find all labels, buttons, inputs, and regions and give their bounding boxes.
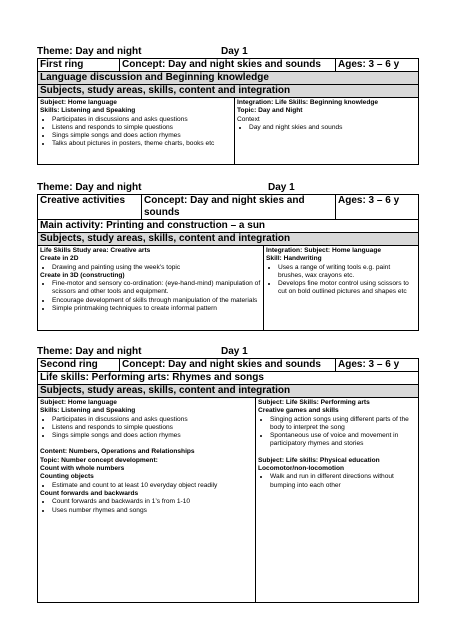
header-row — [38, 359, 419, 372]
content-table — [37, 245, 419, 331]
header-row — [38, 195, 419, 220]
day-label: Day 1 — [221, 346, 248, 357]
context-list — [237, 124, 416, 132]
life-skills-row: Life skills: Performing arts: Rhymes and songs — [38, 372, 419, 385]
subjects-row: Subjects, study areas, skills, content and integration — [38, 385, 419, 398]
subject-heading: Subject: Home language — [40, 399, 117, 406]
skills-heading: Skills: Listening and Speaking — [40, 107, 136, 115]
ring-label: Creative activities — [38, 195, 142, 220]
count-heading: Count with whole numbers — [40, 465, 125, 473]
locomotor-list — [258, 473, 416, 490]
list-item: • Day and night skies and sounds — [249, 124, 416, 132]
create-2d-heading: Create in 2D — [40, 255, 79, 263]
integration-heading: Integration: Subject: Home language — [266, 247, 382, 254]
left-content-cell — [38, 98, 235, 165]
left-content-cell — [38, 398, 256, 603]
list-item: • Listens and responds to simple questions — [52, 124, 232, 132]
skills-list — [40, 416, 253, 441]
theme-title: Theme: Day and night — [37, 46, 142, 57]
theme-title: Theme: Day and night — [37, 182, 142, 193]
plan-table — [37, 194, 419, 246]
content-heading: Content: Numbers, Operations and Relationships — [40, 448, 195, 456]
list-item: • Simple printmaking techniques to create informal pattern — [52, 305, 261, 313]
ring-label: Second ring — [38, 359, 120, 372]
skills-list — [40, 116, 232, 149]
study-area-heading: Life Skills Study area: Creative arts — [40, 247, 151, 254]
count-forwards-heading: Count forwards and backwards — [40, 489, 139, 497]
concept-label: Concept: Day and night skies and sounds — [142, 195, 336, 220]
ages-label: Ages: 3 – 6 y — [336, 195, 419, 220]
right-content-cell — [264, 246, 419, 331]
performing-arts-heading: Subject: Life Skills: Performing arts — [258, 399, 370, 406]
ring-label: First ring — [38, 59, 120, 72]
ages-label: Ages: 3 – 6 y — [336, 359, 419, 372]
context-label: Context — [237, 115, 260, 123]
counting-objects-heading: Counting objects — [40, 473, 94, 481]
create-3d-heading: Create in 3D (constructing) — [40, 271, 125, 279]
skill-heading: Skill: Handwriting — [266, 255, 322, 263]
list-item: • Encourage development of skills through manipulation of the materials — [52, 297, 261, 305]
list-item: • Talks about pictures in posters, theme charts, books etc — [52, 140, 232, 148]
skills-heading: Skills: Listening and Speaking — [40, 407, 136, 415]
list-item: • Fine-motor and sensory co-ordination: (eye-hand-mind) manipulation of scissors and other tools and equipment. — [52, 280, 261, 297]
create-3d-list — [40, 280, 261, 313]
day-label: Day 1 — [268, 182, 295, 193]
locomotor-heading: Locomotor/non-locomotion — [258, 465, 345, 473]
list-item: • Uses number rhymes and songs — [52, 507, 253, 515]
create-2d-list — [40, 264, 261, 272]
plan-table — [37, 358, 419, 398]
right-content-cell — [235, 98, 419, 165]
main-activity-row: Main activity: Printing and construction – a sun — [38, 220, 419, 233]
day-label: Day 1 — [221, 46, 248, 57]
ages-label: Ages: 3 – 6 y — [336, 59, 419, 72]
topic-heading: Topic: Number concept development: — [40, 456, 158, 464]
list-item: • Sings simple songs and does action rhymes — [52, 432, 253, 440]
list-item: • Singing action songs using different parts of the body to interpret the song — [270, 416, 416, 433]
concept-label: Concept: Day and night skies and sounds — [120, 359, 336, 372]
theme-line — [37, 45, 418, 58]
section-creative-activities — [37, 181, 418, 331]
handwriting-list — [266, 264, 416, 297]
list-item: • Drawing and painting using the week’s topic — [52, 264, 261, 272]
plan-table — [37, 58, 419, 98]
subject-heading: Subject: Home language — [40, 99, 117, 106]
count-forwards-list — [40, 498, 253, 515]
theme-line — [37, 181, 418, 194]
right-content-cell — [256, 398, 419, 603]
theme-line — [37, 345, 418, 358]
list-item: • Participates in discussions and asks questions — [52, 116, 232, 124]
games-list — [258, 416, 416, 449]
theme-title: Theme: Day and night — [37, 346, 142, 357]
concept-label: Concept: Day and night skies and sounds — [120, 59, 336, 72]
list-item: • Count forwards and backwards in 1’s from 1-10 — [52, 498, 253, 506]
list-item: • Sings simple songs and does action rhymes — [52, 132, 232, 140]
content-table — [37, 97, 419, 165]
list-item: • Uses a range of writing tools e.g. paint brushes, wax crayons etc. — [278, 264, 416, 281]
section-first-ring — [37, 45, 418, 165]
header-row — [38, 59, 419, 72]
list-item: • Develops fine motor control using scissors to cut on bold outlined pictures and shapes etc — [278, 280, 416, 297]
physical-ed-heading: Subject: Life skills: Physical education — [258, 456, 380, 464]
list-item: • Spontaneous use of voice and movement in participatory rhymes and stories — [270, 432, 416, 449]
section-second-ring — [37, 345, 418, 603]
games-heading: Creative games and skills — [258, 407, 339, 415]
counting-list — [40, 482, 253, 490]
list-item: • Estimate and count to at least 10 everyday object readily — [52, 482, 253, 490]
subjects-row: Subjects, study areas, skills, content and integration — [38, 85, 419, 98]
integration-heading: Integration: Life Skills: Beginning knowledge — [237, 99, 379, 106]
list-item: • Listens and responds to simple questions — [52, 424, 253, 432]
list-item: • Walk and run in different directions without bumping into each other — [270, 473, 416, 490]
subjects-row: Subjects, study areas, skills, content and integration — [38, 233, 419, 246]
left-content-cell — [38, 246, 264, 331]
focus-row: Language discussion and Beginning knowledge — [38, 72, 419, 85]
list-item: • Participates in discussions and asks questions — [52, 416, 253, 424]
topic-heading: Topic: Day and Night — [237, 107, 303, 115]
content-table — [37, 397, 419, 603]
